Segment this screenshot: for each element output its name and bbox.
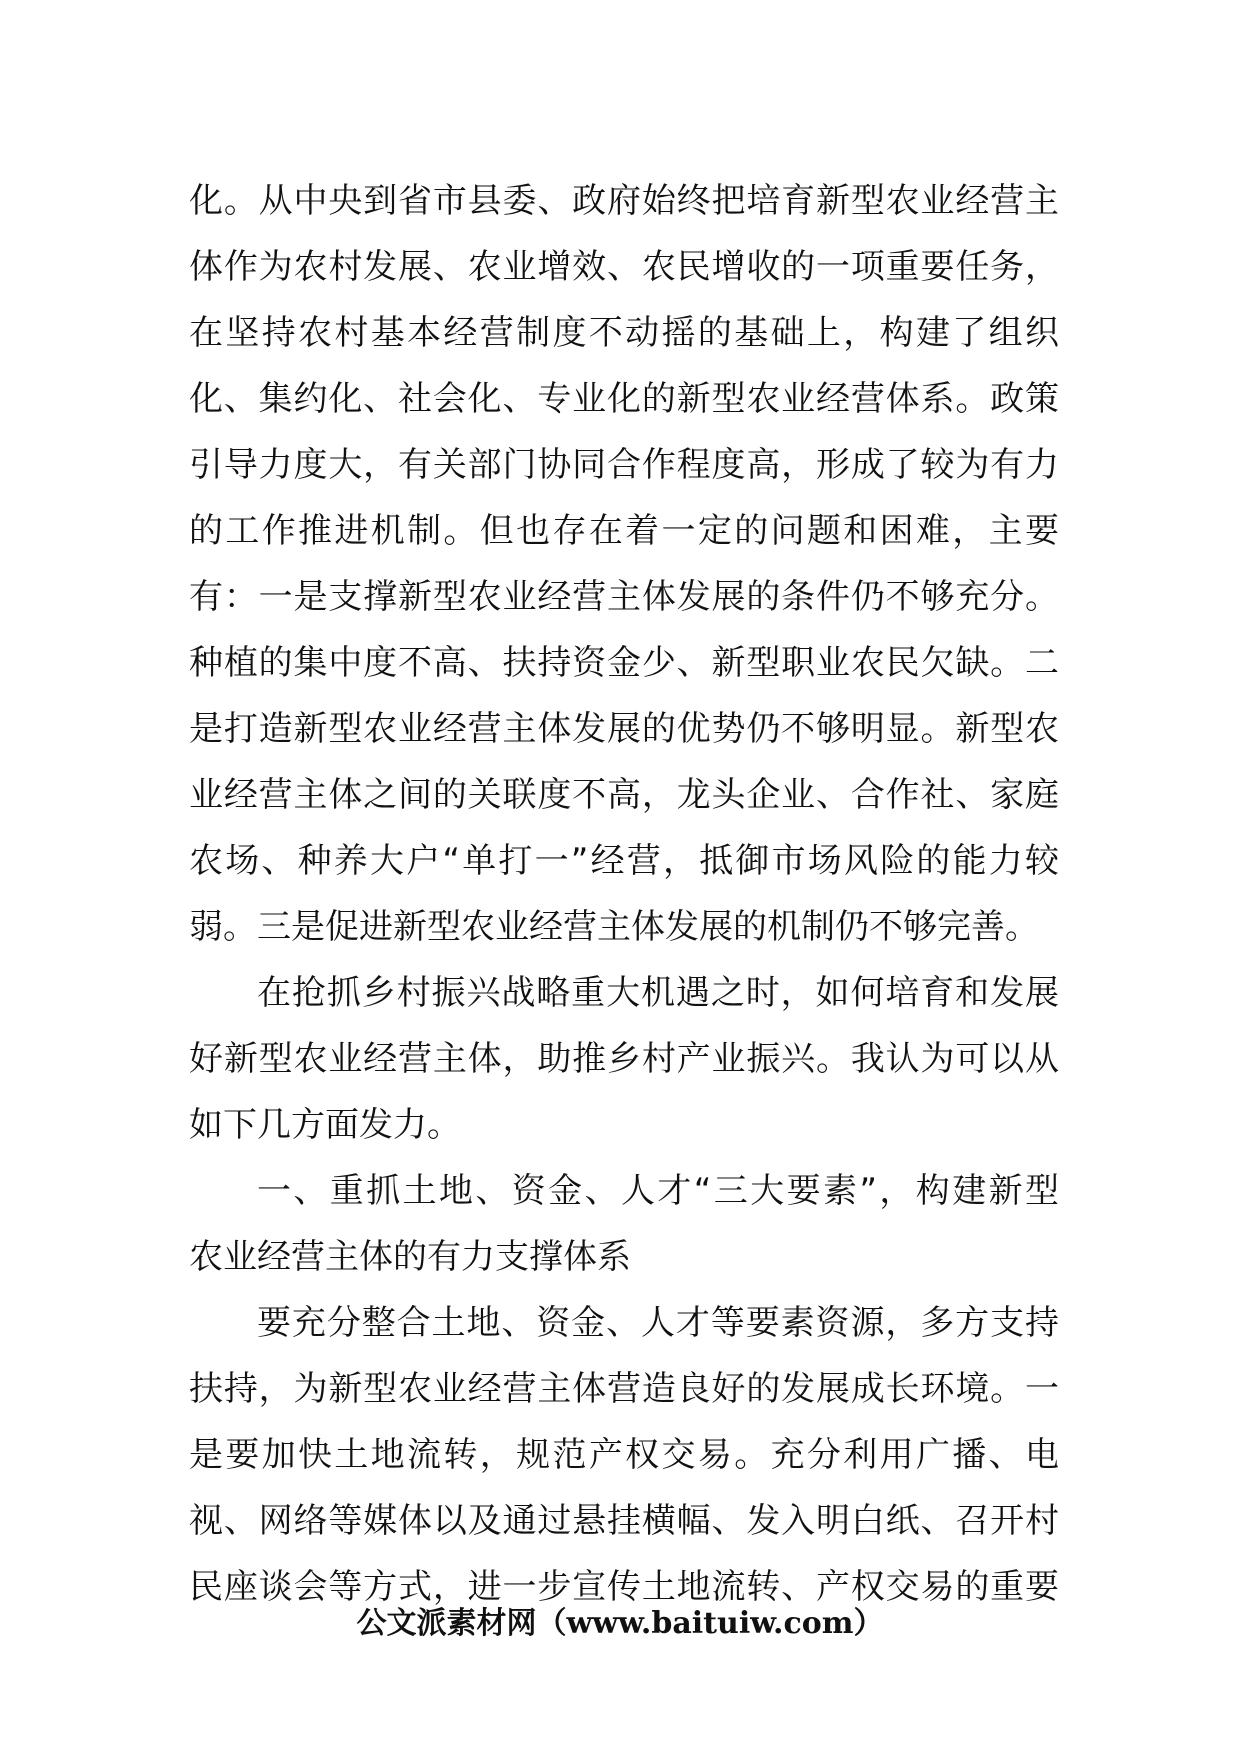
text-line: 有：一是支撑新型农业经营主体发展的条件仍不够充分。 [189, 577, 1059, 617]
text-line: 扶持，为新型农业经营主体营造良好的发展成长环境。一 [189, 1369, 1059, 1409]
text-line: 农场、种养大户“单打一”经营，抵御市场风险的能力较 [189, 841, 1059, 881]
text-line: 如下几方面发力。 [189, 1105, 461, 1145]
text-line: 是打造新型农业经营主体发展的优势仍不够明显。新型农 [189, 709, 1059, 749]
text-line: 引导力度大，有关部门协同合作程度高，形成了较为有力 [189, 445, 1059, 485]
footer-source: 公文派素材网（www.baituiw.com） [356, 1606, 884, 1641]
text-line: 民座谈会等方式，进一步宣传土地流转、产权交易的重要 [189, 1567, 1059, 1607]
text-line: 弱。三是促进新型农业经营主体发展的机制仍不够完善。 [189, 907, 1039, 947]
text-line: 种植的集中度不高、扶持资金少、新型职业农民欠缺。二 [189, 643, 1059, 683]
section-heading-line: 一、重抓土地、资金、人才“三大要素”，构建新型 [257, 1171, 1059, 1211]
text-line: 是要加快土地流转，规范产权交易。充分利用广播、电 [189, 1435, 1059, 1475]
text-line: 化、集约化、社会化、专业化的新型农业经营体系。政策 [189, 379, 1059, 419]
text-line: 要充分整合土地、资金、人才等要素资源，多方支持 [257, 1303, 1059, 1343]
section-heading-line: 农业经营主体的有力支撑体系 [189, 1237, 631, 1277]
text-line: 化。从中央到省市县委、政府始终把培育新型农业经营主 [189, 181, 1059, 221]
text-line: 业经营主体之间的关联度不高，龙头企业、合作社、家庭 [189, 775, 1059, 815]
document-body [189, 168, 1059, 1620]
text-line: 的工作推进机制。但也存在着一定的问题和困难，主要 [189, 511, 1059, 551]
text-line: 视、网络等媒体以及通过悬挂横幅、发入明白纸、召开村 [189, 1501, 1059, 1541]
text-line: 在抢抓乡村振兴战略重大机遇之时，如何培育和发展 [257, 973, 1059, 1013]
text-line: 体作为农村发展、农业增效、农民增收的一项重要任务， [189, 247, 1059, 287]
text-line: 在坚持农村基本经营制度不动摇的基础上，构建了组织 [189, 313, 1059, 353]
text-line: 好新型农业经营主体，助推乡村产业振兴。我认为可以从 [189, 1039, 1059, 1079]
